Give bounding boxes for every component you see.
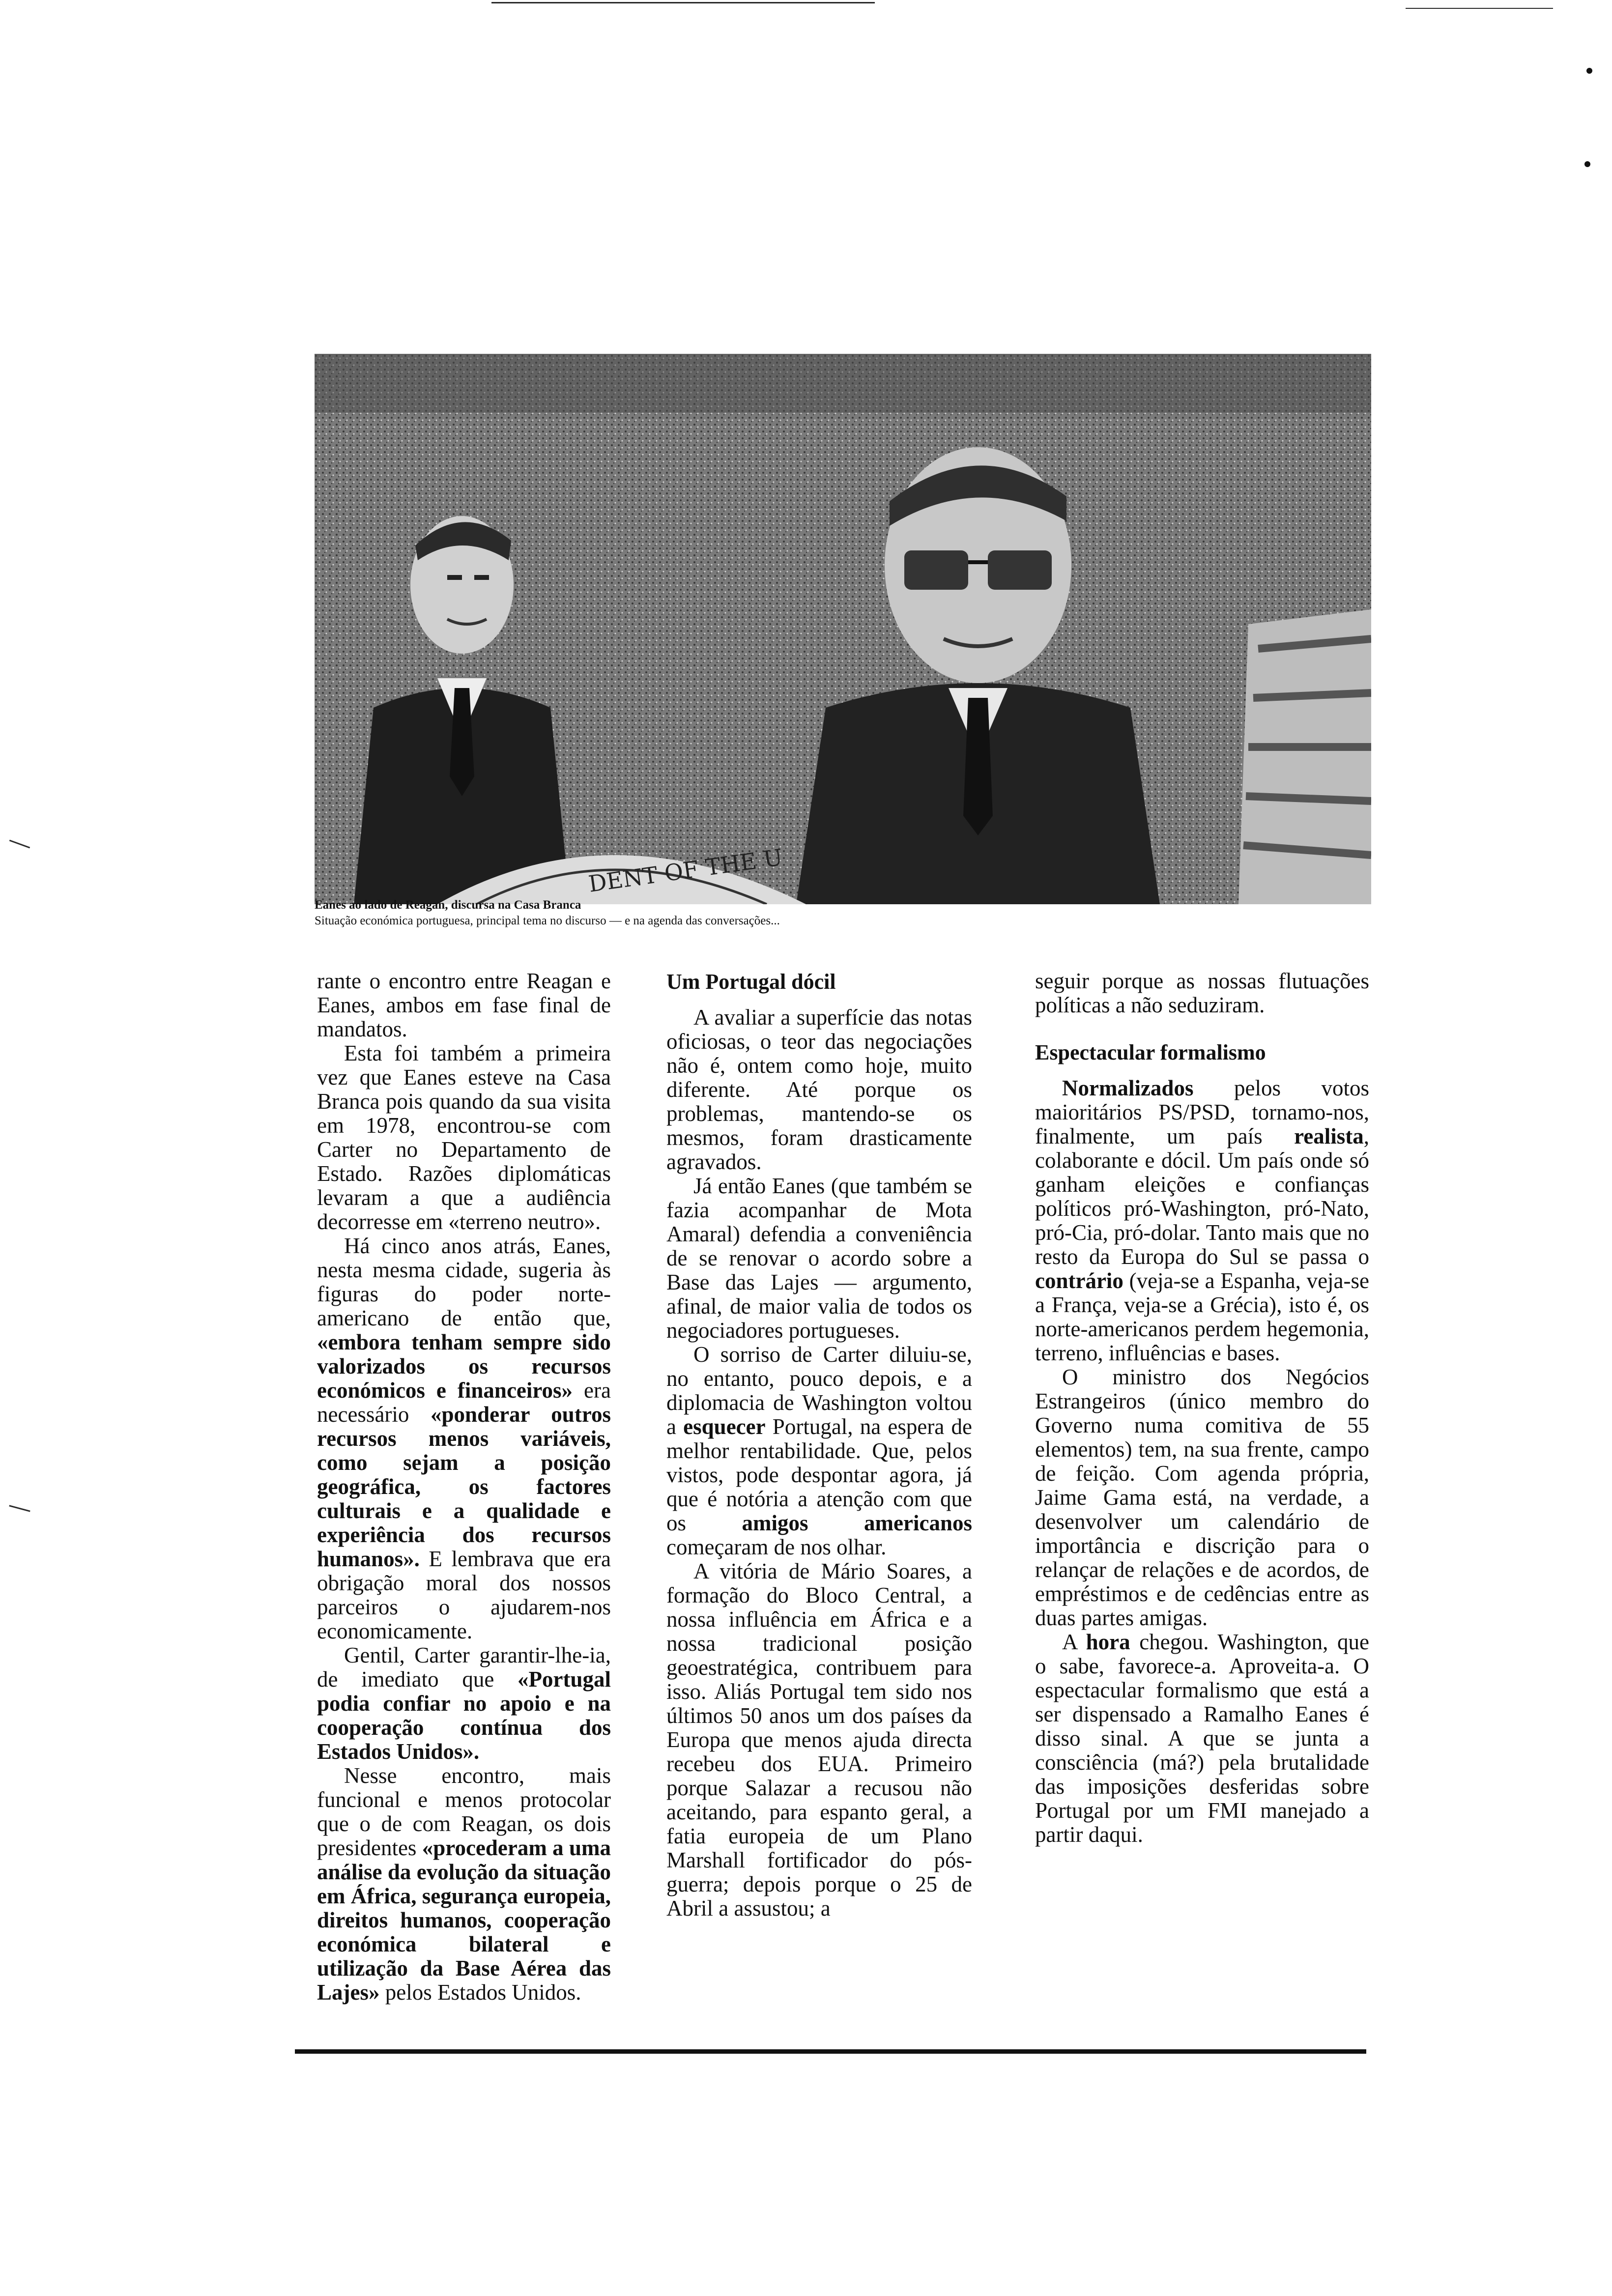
article-column-1 — [317, 969, 611, 2005]
scan-artifact-dot — [1586, 68, 1592, 74]
scan-artifact-dot — [1584, 161, 1590, 167]
seal-text: DENT OF THE U — [587, 844, 784, 897]
scan-artifact-tick — [9, 840, 30, 849]
section-heading: Um Portugal dócil — [666, 970, 836, 994]
emphasis-bold: contrário — [1035, 1268, 1123, 1293]
emphasis-bold: amigos americanos — [742, 1511, 972, 1535]
text-run: E lembrava que era obrigação moral dos nossos parceiros o ajudarem-nos economicamente. — [317, 1547, 611, 1643]
caption-title: Eanes ao lado de Reagan, discursa na Casa Branca — [315, 898, 581, 912]
article-column-2 — [666, 969, 972, 1921]
paragraph: seguir porque as nossas flutuações políticas a não seduziram. — [1035, 969, 1369, 1017]
bottom-rule — [295, 2049, 1366, 2054]
article-column-3 — [1035, 969, 1369, 1847]
scan-artifact-top-line-right — [1406, 8, 1553, 9]
news-photo — [315, 354, 1371, 904]
text-run: pelos Estados Unidos. — [379, 1980, 581, 2005]
paragraph — [317, 1643, 611, 1764]
paragraph: Já então Eanes (que também se fazia acompanhar de Mota Amaral) defendia a conveniência de se renovar o acordo sobre a Base das Lajes — argumento, afinal, de maior valia de todos os negociadores portugueses. — [666, 1174, 972, 1343]
text-run: chegou. Washington, que o sabe, favorece-a. Aproveita-a. O espectacular formalismo que está a ser dispensado a Ramalho Eanes é disso sinal. A que se junta a consciência (má?) pela brutalidade das imposições desferidas sobre Portugal por um FMI manejado a partir daqui. — [1035, 1630, 1370, 1847]
news-photo-illustration — [315, 354, 1371, 904]
text-run: (veja-se a Espanha, veja-se a França, veja-se a Grécia), isto é, os norte-americanos perdem hegemonia, terreno, influências e bases. — [1035, 1268, 1369, 1365]
quote-bold: «embora tenham sempre sido valorizados os recursos económicos e financeiros» — [317, 1330, 611, 1403]
text-run: pelos votos maioritários PS/PSD, tornamo-nos, finalmente, um país — [1035, 1076, 1369, 1148]
scan-artifact-top-line — [491, 2, 875, 3]
quote-bold: «procederam a uma análise da evolução da situação em África, segurança europeia, direitos humanos, cooperação económica bilateral e utilização da Base Aérea das Lajes» — [317, 1836, 611, 2005]
paragraph — [317, 1764, 611, 2005]
paragraph — [666, 1343, 972, 1559]
photo-caption — [315, 897, 1396, 929]
text-run: Há cinco anos atrás, Eanes, nesta mesma cidade, sugeria às figuras do poder norte-americano de então que, — [317, 1234, 611, 1330]
text-run: A — [1062, 1630, 1086, 1654]
paragraph: A avaliar a superfície das notas oficiosas, o teor das negociações não é, ontem como hoje, muito diferente. Até porque os problemas, mantendo-se os mesmos, foram drasticamente agravados. — [666, 1005, 972, 1174]
paragraph — [1035, 1630, 1369, 1847]
emphasis-bold: realista — [1294, 1124, 1364, 1148]
paragraph: O ministro dos Negócios Estrangeiros (único membro do Governo numa comitiva de 55 elementos) tem, na sua frente, campo de feição. Com agenda própria, Jaime Gama está, na verdade, a desenvolver um calendário de importância e discrição para o relançar de relações e de acordos, de empréstimos e de cedências entre as duas partes amigas. — [1035, 1365, 1369, 1630]
text-run: Gentil, Carter garantir-lhe-ia, de imediato que — [317, 1643, 611, 1692]
flag — [1238, 609, 1371, 904]
caption-subtitle: Situação económica portuguesa, principal tema no discurso — e na agenda das conversações... — [315, 914, 780, 927]
text-run: Portugal, na espera de melhor rentabilidade. Que, pelos vistos, pode despontar agora, já que é notória a atenção com que os — [666, 1414, 972, 1535]
text-run: O sorriso de Carter diluiu-se, no entanto, pouco depois, e a diplomacia de Washington voltou a — [666, 1342, 972, 1439]
paragraph — [1035, 1076, 1369, 1365]
section-heading: Espectacular formalismo — [1035, 1040, 1266, 1064]
text-run: começaram de nos olhar. — [666, 1535, 887, 1559]
emphasis-bold: hora — [1086, 1630, 1130, 1654]
emphasis-bold: esquecer — [683, 1414, 766, 1439]
paragraph: rante o encontro entre Reagan e Eanes, ambos em fase final de mandatos. — [317, 969, 611, 1041]
text-run: , colaborante e dócil. Um país onde só ganham eleições e confianças políticos pró-Washington, pró-Nato, pró-Cia, pró-dolar. Tanto mais que no resto da Europa do Sul se passa o — [1035, 1124, 1369, 1269]
quote-bold: «Portugal podia confiar no apoio e na cooperação contínua dos Estados Unidos». — [317, 1667, 611, 1764]
quote-bold: «ponderar outros recursos menos variáveis, como sejam a posição geográfica, os factores culturais e a qualidade e experiência dos recursos humanos». — [317, 1402, 611, 1571]
scan-artifact-tick — [9, 1505, 30, 1512]
text-run: era necessário — [317, 1378, 611, 1427]
text-run: Nesse encontro, mais funcional e menos protocolar que o de com Reagan, os dois presidentes — [317, 1763, 611, 1860]
emphasis-bold: Normalizados — [1062, 1076, 1194, 1100]
paragraph — [317, 1234, 611, 1643]
paragraph: Esta foi também a primeira vez que Eanes esteve na Casa Branca pois quando da sua visita em 1978, encontrou-se com Carter no Departamento de Estado. Razões diplomáticas levaram a que a audiência decorresse em «terreno neutro». — [317, 1041, 611, 1234]
paragraph: A vitória de Mário Soares, a formação do Bloco Central, a nossa influência em África e a nossa tradicional posição geoestratégica, contribuem para isso. Aliás Portugal tem sido nos últimos 50 anos um dos países da Europa que menos ajuda directa recebeu dos EUA. Primeiro porque Salazar a recusou não aceitando, para espanto geral, a fatia europeia de um Plano Marshall fortificador do pós-guerra; depois porque o 25 de Abril a assustou; a — [666, 1559, 972, 1921]
